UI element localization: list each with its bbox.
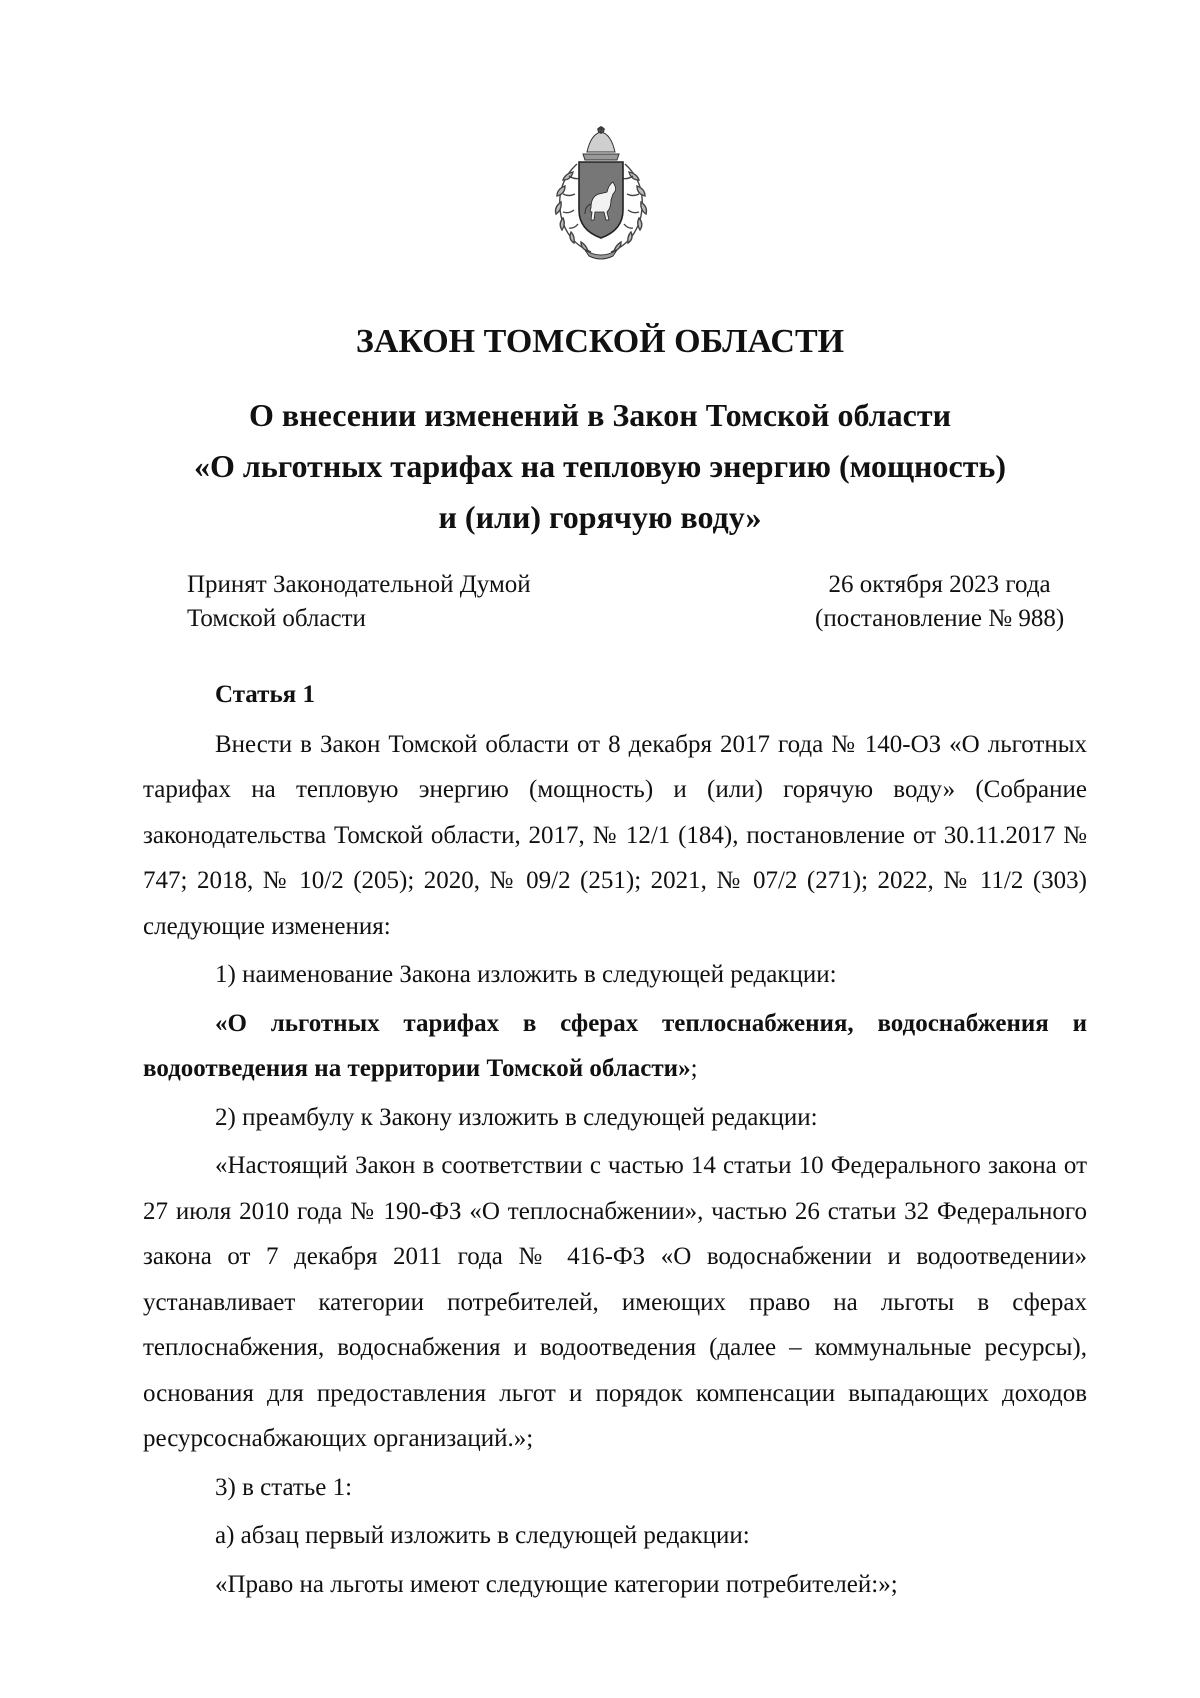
resolution-number: (постановление № 988) <box>815 605 1065 632</box>
shield-icon <box>579 162 623 238</box>
subtitle-line: «О льготных тарифах на тепловую энергию (мощность) <box>194 448 1006 484</box>
coat-of-arms-icon <box>547 124 655 260</box>
document-body <box>143 672 1087 1607</box>
paragraph: 3) в статье 1: <box>215 1473 353 1501</box>
paragraph: 2) преамбулу к Закону изложить в следующей редакции: <box>215 1103 818 1131</box>
crown-icon <box>583 126 619 160</box>
adopted-by-line: Томской области <box>187 605 366 632</box>
paragraph-new-title: «О льготных тарифах в сферах теплоснабжения, водоснабжения и водоотведения на территории Томской области»; <box>143 1009 1087 1082</box>
paragraph: а) абзац первый изложить в следующей редакции: <box>215 1522 750 1549</box>
document-title: ЗАКОН ТОМСКОЙ ОБЛАСТИ <box>355 323 845 360</box>
paragraph: 1) наименование Закона изложить в следующей редакции: <box>215 961 837 988</box>
coat-of-arms-emblem <box>547 124 655 260</box>
adopted-by <box>187 568 531 636</box>
paragraph: Внести в Закон Томской области от 8 декабря 2017 года № 140-ОЗ «О льготных тарифах на тепловую энергию (мощность) и (или) горячую воду» (Собрание законодательства Томской области, 2017, № 12/1 (184), постановление от 30.11.2017 № 747; 2018, № 10/2 (205); 2020, № 09/2 (251); 2021, № 07/2 (271); 2022, № 11/2 (303) следующие изменения: <box>143 730 1087 940</box>
document-subtitle <box>0 390 1200 543</box>
adopted-by-line: Принят Законодательной Думой <box>187 571 531 598</box>
subtitle-line: О внесении изменений в Закон Томской области <box>249 397 951 433</box>
article-heading: Статья 1 <box>215 681 315 708</box>
adoption-date <box>815 568 1064 636</box>
paragraph: «Право на льготы имеют следующие категории потребителей:»; <box>215 1570 898 1598</box>
paragraph: «Настоящий Закон в соответствии с частью 14 статьи 10 Федерального закона от 27 июля 2010 года № 190-ФЗ «О теплоснабжении», частью 26 статьи 32 Федерального закона от 7 декабря 2011 года № 416-ФЗ «О водоснабжении и водоотведении» устанавливает категории потребителей, имеющих право на льготы в сферах теплоснабжения, водоснабжения и водоотведения (далее – коммунальные ресурсы), основания для предоставления льгот и порядок компенсации выпадающих доходов ресурсоснабжающих организаций.»; <box>143 1152 1087 1452</box>
subtitle-line: и (или) горячую воду» <box>438 499 762 535</box>
adoption-date-line: 26 октября 2023 года <box>828 571 1051 598</box>
